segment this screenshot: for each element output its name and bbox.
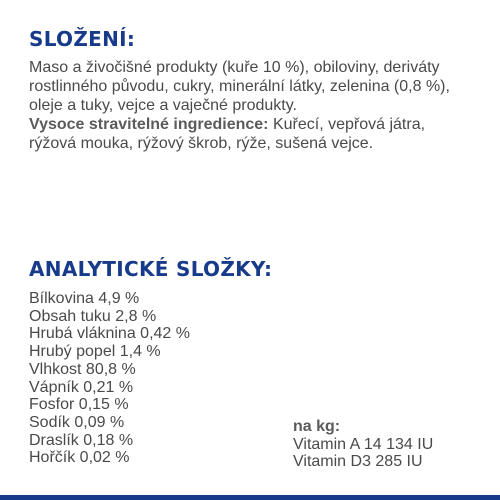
analytics-item-phosphorus: Fosfor 0,15 %	[29, 396, 129, 414]
analytics-item-calcium: Vápník 0,21 %	[29, 378, 134, 396]
analytics-item-protein: Bílkovina 4,9 %	[29, 290, 140, 307]
analytics-item-potassium: Draslík 0,18 %	[29, 431, 134, 449]
analytics-heading: ANALYTICKÉ SLOŽKY:	[29, 257, 273, 281]
analytics-item-fat: Obsah tuku 2,8 %	[29, 307, 157, 325]
composition-heading: SLOŽENÍ:	[29, 27, 136, 51]
composition-section	[29, 58, 474, 153]
analytics-list	[29, 290, 190, 467]
bottom-accent-bar	[0, 495, 500, 500]
analytics-item-moisture: Vlhkost 80,8 %	[29, 360, 136, 378]
digestible-label: Vysoce stravitelné ingredience:	[29, 116, 269, 133]
composition-text: Maso a živočišné produkty (kuře 10 %), obiloviny, deriváty rostlinného původu, cukry, minerální látky, zelenina (0,8 %), oleje a tuky, vejce a vaječné produkty.	[29, 59, 450, 114]
vitamins-heading: na kg:	[293, 418, 341, 435]
vitamins-section	[293, 418, 433, 471]
analytics-item-ash: Hrubý popel 1,4 %	[29, 343, 161, 361]
digestible-ingredients	[29, 115, 474, 153]
analytics-item-magnesium: Hořčík 0,02 %	[29, 449, 130, 467]
vitamin-a: Vitamin A 14 134 IU	[293, 435, 434, 453]
vitamin-d3: Vitamin D3 285 IU	[293, 453, 423, 471]
analytics-item-sodium: Sodík 0,09 %	[29, 413, 125, 431]
analytics-item-fibre: Hrubá vláknina 0,42 %	[29, 325, 190, 343]
digestible-text: Kuřecí, vepřová játra, rýžová mouka, rýžový škrob, rýže, sušená vejce.	[29, 116, 426, 152]
